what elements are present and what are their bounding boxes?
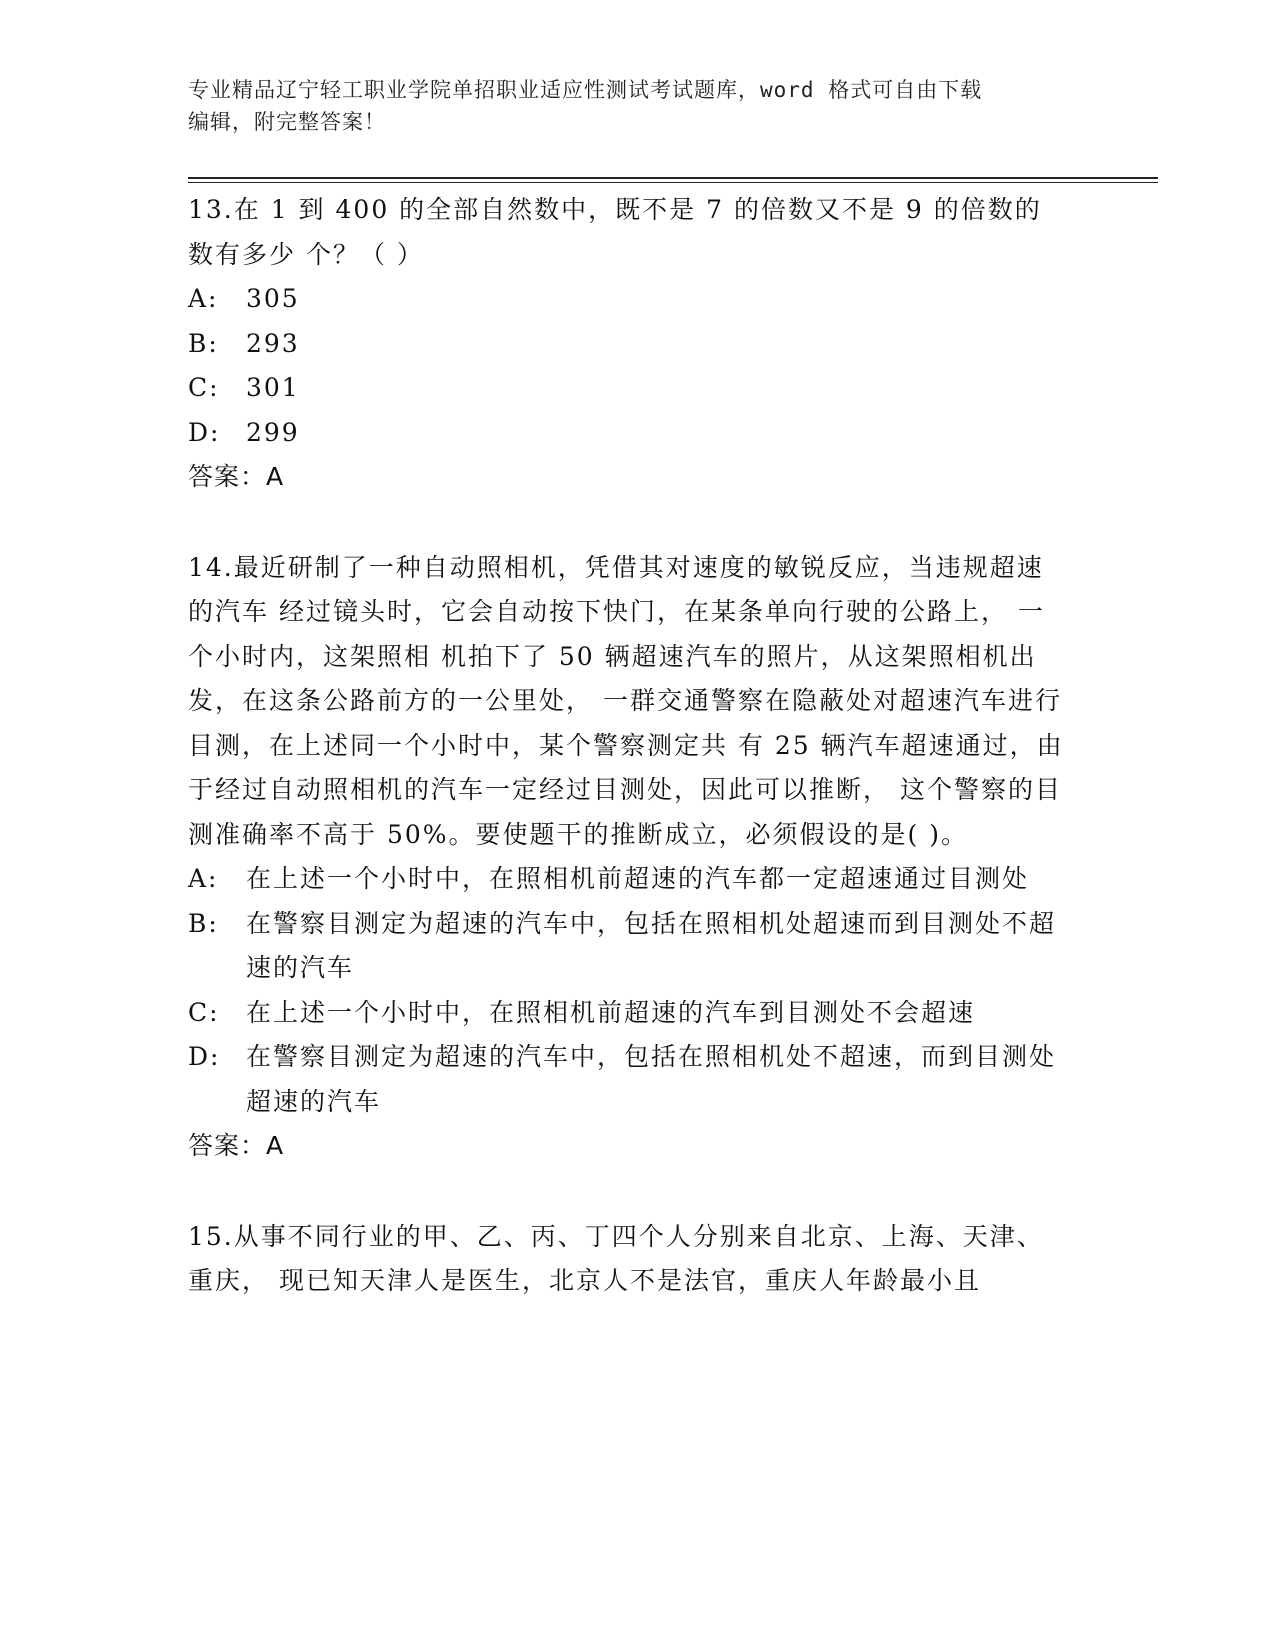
header-line-2: 编辑，附完整答案！ [188, 110, 386, 134]
answer-line: 答案：A [188, 1131, 285, 1160]
question-13 [188, 188, 1068, 500]
question-stem: 14.最近研制了一种自动照相机，凭借其对速度的敏锐反应，当违规超速的汽车 经过镜头时，它会自动按下快门，在某条单向行驶的公路上， 一个小时内，这架照相 机拍下了 50 辆超速汽车的照片，从这架照相机出发，在这条公路前方的一公里处， 一群交通警察在隐蔽处对超速汽车进行目测，在上述同一个小时中，某个警察测定共 有 25 辆汽车超速通过，由于经过自动照相机的汽车一定经过目测处，因此可以推断， 这个警察的目测准确率不高于 50%。要使题干的推断成立，必须假设的是( )。 [188, 552, 1064, 849]
header-line-1: 专业精品辽宁轻工职业学院单招职业适应性测试考试题库，word 格式可自由下载 [188, 78, 983, 102]
option-a [188, 857, 1068, 902]
option-d [188, 411, 1068, 456]
option-c [188, 991, 1068, 1036]
option-letter: A: [188, 284, 219, 313]
question-14 [188, 546, 1068, 1169]
question-stem: 13.在 1 到 400 的全部自然数中，既不是 7 的倍数又不是 9 的倍数的数有多少 个？（ ） [188, 195, 1042, 269]
option-text: 在警察目测定为超速的汽车中，包括在照相机处不超速，而到目测处超速的汽车 [246, 1042, 1057, 1116]
question-stem: 15.从事不同行业的甲、乙、丙、丁四个人分别来自北京、上海、天津、重庆， 现已知天津人是医生，北京人不是法官，重庆人年龄最小且 [188, 1221, 1044, 1295]
option-letter: D: [188, 1042, 221, 1071]
question-list [188, 188, 1068, 1304]
option-text: 305 [246, 284, 300, 313]
question-15 [188, 1215, 1068, 1304]
option-text: 在警察目测定为超速的汽车中，包括在照相机处超速而到目测处不超速的汽车 [246, 908, 1057, 982]
option-a [188, 277, 1068, 322]
option-text: 299 [246, 417, 300, 447]
option-letter: B: [188, 328, 219, 358]
option-b [188, 902, 1068, 991]
spacer [188, 500, 1068, 546]
option-text: 在上述一个小时中，在照相机前超速的汽车都一定超速通过目测处 [246, 864, 1030, 893]
option-letter: D: [188, 417, 221, 447]
option-text: 293 [246, 328, 300, 358]
spacer [188, 1169, 1068, 1215]
option-b [188, 322, 1068, 367]
option-letter: C: [188, 997, 220, 1027]
option-c [188, 366, 1068, 411]
option-text: 在上述一个小时中，在照相机前超速的汽车到目测处不会超速 [246, 997, 976, 1027]
option-letter: B: [188, 908, 219, 938]
header-divider-thick [188, 177, 1158, 179]
option-text: 301 [246, 373, 300, 402]
option-d [188, 1035, 1068, 1124]
document-header [188, 74, 1068, 138]
option-letter: A: [188, 864, 219, 893]
option-letter: C: [188, 373, 220, 402]
answer-line: 答案：A [188, 462, 285, 491]
header-divider-thin [188, 182, 1158, 183]
